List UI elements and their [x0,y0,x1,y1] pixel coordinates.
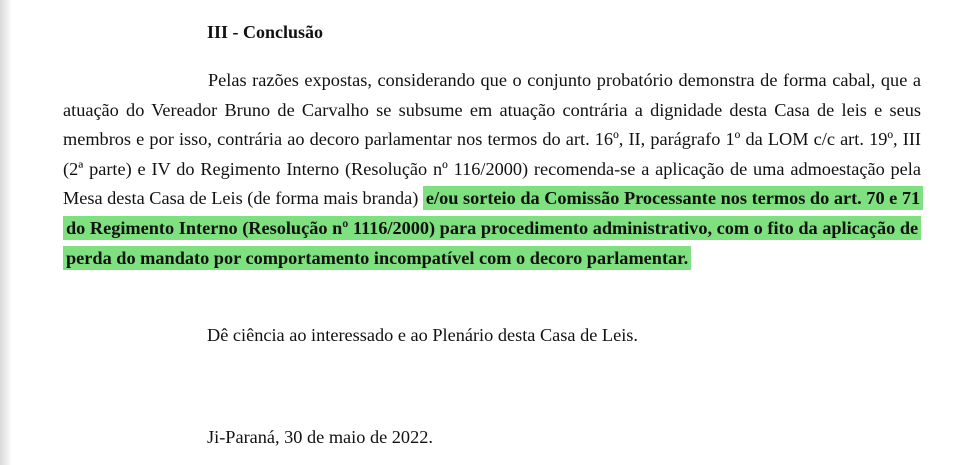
section-heading: III - Conclusão [207,22,324,42]
dateline: Ji-Paraná, 30 de maio de 2022. [207,427,433,447]
page-edge-shadow [0,0,12,465]
conclusion-paragraph [63,66,921,273]
highlighted-text: e/ou sorteio da Comissão Processante nos termos do art. 70 e 71 do Regimento Interno (Resolução nº 1116/2000) para procedimento administrativo, com o fito da aplicação de perda do mandato por comportamento incompatível com o decoro parlamentar. [63,186,923,269]
conclusion-text: Pelas razões expostas, considerando que o conjunto probatório demonstra de forma cabal, que a atuação do Vereador Bruno de Carvalho se subsume em atuação contrária a dignidade desta Casa de leis e seus membros e por isso, contrária ao decoro parlamentar nos termos do art. 16º, II, parágrafo 1º da LOM c/c art. 19º, III (2ª parte) e IV do Regimento Interno (Resolução nº 116/2000) recomenda-se a aplicação de uma admoestação pela Mesa desta Casa de Leis (de forma mais branda) [63,70,921,209]
notice-text: Dê ciência ao interessado e ao Plenário desta Casa de Leis. [207,325,638,345]
